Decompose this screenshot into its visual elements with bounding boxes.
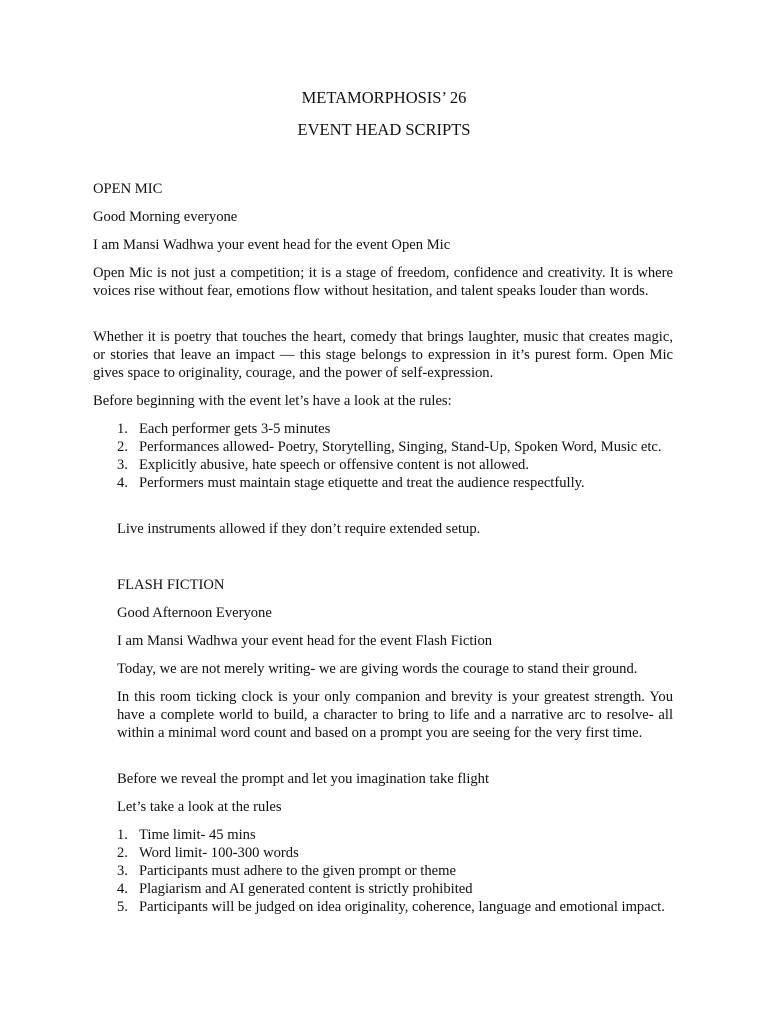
list-text: Plagiarism and AI generated content is strictly prohibited: [139, 881, 473, 897]
list-text: Performances allowed- Poetry, Storytelling, Singing, Stand-Up, Spoken Word, Music etc.: [139, 439, 662, 455]
list-item: [117, 898, 673, 916]
list-item: [117, 456, 673, 474]
list-item: [117, 420, 673, 438]
flash-fiction-prompt-line: Before we reveal the prompt and let you imagination take flight: [117, 771, 490, 787]
list-text: Explicitly abusive, hate speech or offensive content is not allowed.: [139, 457, 530, 473]
list-number: 1.: [117, 421, 128, 437]
open-mic-greeting: Good Morning everyone: [93, 209, 238, 225]
list-number: 2.: [117, 439, 128, 455]
list-item: [117, 862, 673, 880]
open-mic-paragraph-2: Whether it is poetry that touches the heart, comedy that brings laughter, music that creates magic, or stories that leave an impact — this stage belongs to expression in it’s purest form. Open Mic gives space to originality, courage, and the power of self-expression.: [93, 329, 673, 381]
list-number: 4.: [117, 475, 128, 491]
flash-fiction-paragraph-2: In this room ticking clock is your only companion and brevity is your greatest strength. You have a complete world to build, a character to bring to life and a narrative arc to resolve- all within a minimal word count and based on a prompt you are seeing for the very first time.: [117, 689, 673, 741]
list-text: Participants must adhere to the given prompt or theme: [139, 863, 456, 879]
list-item: [117, 474, 673, 492]
list-item: [117, 880, 673, 898]
list-text: Word limit- 100-300 words: [139, 845, 299, 861]
list-number: 3.: [117, 457, 128, 473]
flash-fiction-rules-intro: Let’s take a look at the rules: [117, 799, 282, 815]
list-number: 4.: [117, 881, 128, 897]
open-mic-paragraph-1: Open Mic is not just a competition; it is a stage of freedom, confidence and creativity. It is where voices rise without fear, emotions flow without hesitation, and talent speaks louder than words.: [93, 265, 673, 299]
open-mic-rules-list: [117, 420, 673, 492]
open-mic-intro: I am Mansi Wadhwa your event head for the event Open Mic: [93, 237, 451, 253]
flash-fiction-intro: I am Mansi Wadhwa your event head for the event Flash Fiction: [117, 633, 493, 649]
open-mic-rules-intro: Before beginning with the event let’s have a look at the rules:: [93, 393, 452, 409]
list-item: [117, 438, 673, 456]
list-text: Each performer gets 3-5 minutes: [139, 421, 331, 437]
list-number: 1.: [117, 827, 128, 843]
list-number: 5.: [117, 899, 128, 915]
flash-fiction-paragraph-1: Today, we are not merely writing- we are giving words the courage to stand their ground.: [117, 661, 638, 677]
flash-fiction-greeting: Good Afternoon Everyone: [117, 605, 272, 621]
document-subtitle: EVENT HEAD SCRIPTS: [297, 120, 471, 139]
flash-fiction-heading: FLASH FICTION: [117, 577, 225, 593]
list-text: Time limit- 45 mins: [139, 827, 256, 843]
open-mic-heading: OPEN MIC: [93, 181, 163, 197]
open-mic-note: Live instruments allowed if they don’t require extended setup.: [117, 521, 481, 537]
list-number: 2.: [117, 845, 128, 861]
list-item: [117, 844, 673, 862]
list-number: 3.: [117, 863, 128, 879]
list-text: Participants will be judged on idea originality, coherence, language and emotional impact.: [139, 899, 665, 915]
document-title: METAMORPHOSIS’ 26: [301, 88, 467, 107]
list-item: [117, 826, 673, 844]
flash-fiction-rules-list: [117, 826, 673, 916]
list-text: Performers must maintain stage etiquette and treat the audience respectfully.: [139, 475, 585, 491]
